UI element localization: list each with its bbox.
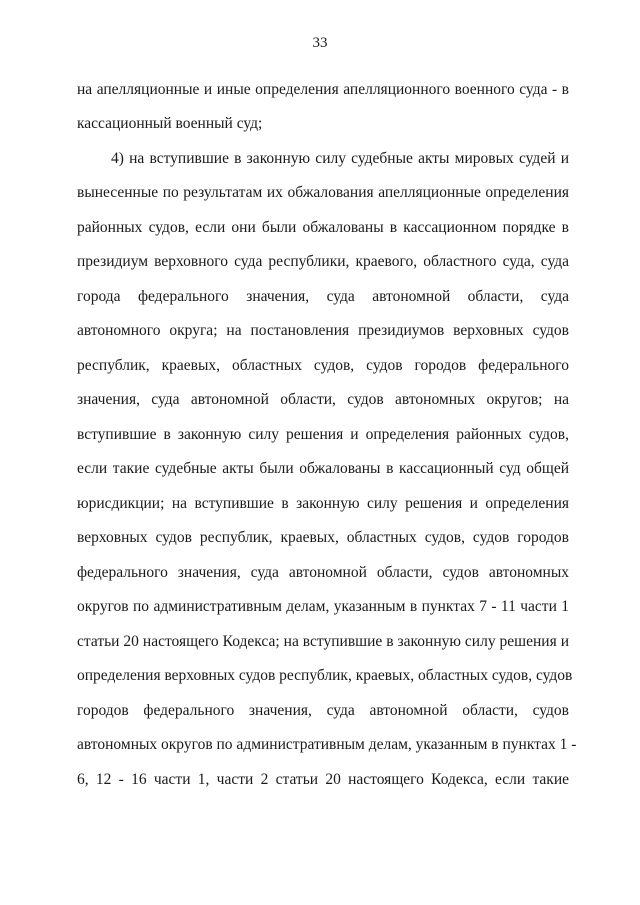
text-line: города федерального значения, суда автономной области, суда: [77, 288, 569, 305]
text-line: вынесенные по результатам их обжалования апелляционные определения: [77, 184, 569, 201]
text-line: верховных судов республик, краевых, областных судов, судов городов: [77, 529, 569, 546]
text-line: республик, краевых, областных судов, судов городов федерального: [77, 357, 569, 374]
text-line: вступившие в законную силу решения и определения районных судов,: [77, 426, 569, 443]
text-line: районных судов, если они были обжалованы в кассационном порядке в: [77, 219, 569, 236]
text-line: юрисдикции; на вступившие в законную силу решения и определения: [77, 495, 569, 512]
text-line: если такие судебные акты были обжалованы в кассационный суд общей: [77, 460, 569, 477]
text-line: 4) на вступившие в законную силу судебные акты мировых судей и: [111, 150, 569, 167]
text-line: кассационный военный суд;: [77, 115, 263, 132]
text-line: городов федерального значения, суда автономной области, судов: [77, 702, 569, 719]
page-number: 33: [312, 35, 328, 51]
text-line: федерального значения, суда автономной области, судов автономных: [77, 564, 569, 581]
text-line: определения верховных судов республик, краевых, областных судов, судов: [77, 667, 573, 684]
text-line: автономных округов по административным делам, указанным в пунктах 1 -: [77, 736, 577, 753]
text-line: округов по административным делам, указанным в пунктах 7 - 11 части 1: [77, 598, 569, 615]
text-line: статьи 20 настоящего Кодекса; на вступившие в законную силу решения и: [77, 633, 569, 650]
text-line: на апелляционные и иные определения апелляционного военного суда - в: [77, 81, 569, 98]
text-line: президиум верховного суда республики, краевого, областного суда, суда: [77, 253, 569, 270]
text-line: 6, 12 - 16 части 1, части 2 статьи 20 настоящего Кодекса, если такие: [77, 771, 569, 788]
text-line: автономного округа; на постановления президиумов верховных судов: [77, 322, 569, 339]
text-line: значения, суда автономной области, судов автономных округов; на: [77, 391, 569, 408]
